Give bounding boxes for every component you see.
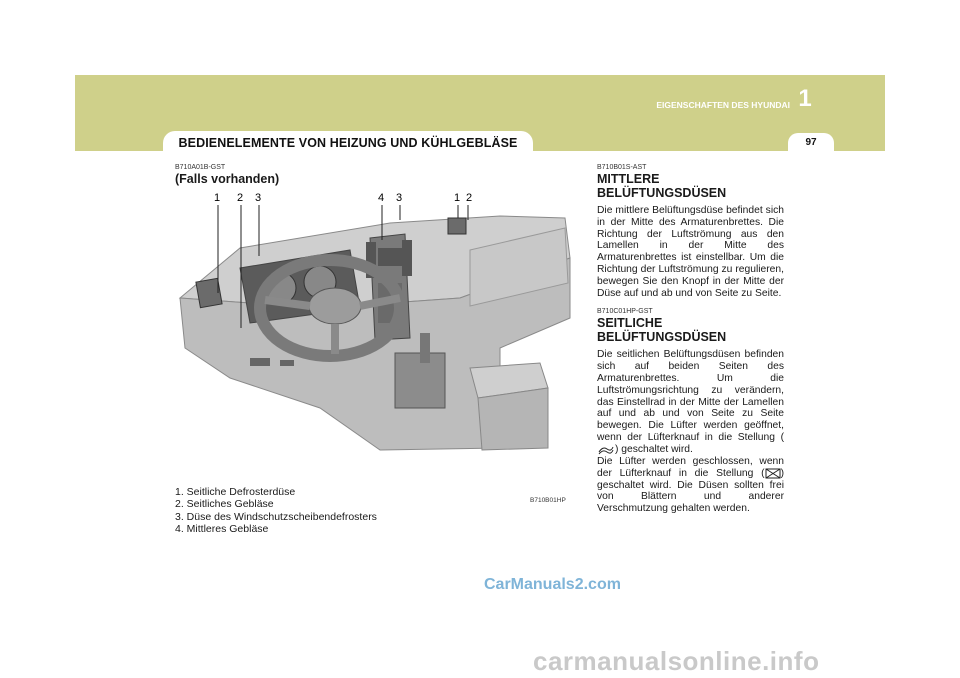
- dashboard-illustration: [170, 188, 580, 478]
- callout-1b: 1: [454, 192, 461, 204]
- paragraph-text: Die Lüfter werden geschlossen, wenn der Lüfterknauf in die Stellung (: [597, 455, 784, 479]
- section-heading: [597, 316, 784, 344]
- callout-2a: 2: [237, 192, 244, 204]
- heading-line: SEITLICHE: [597, 316, 663, 331]
- chapter-number: 1: [798, 85, 812, 112]
- paragraph-text: Die seitlichen Belüftungsdüsen befinden sich auf beiden Seiten des Armaturenbrettes. Um die Luftströmungsrichtung zu verändern, das Einstellrad in der Mitte der Lamellen auf und ab und von Seite zu Seite bewegen. Die Lüfter werden geöffnet, wenn der Lüfterknauf in die Stellung (: [597, 349, 784, 443]
- heading-line: BELÜFTUNGSDÜSEN: [597, 186, 727, 200]
- figure-code: B710B01HP: [530, 497, 566, 504]
- callout-3a: 3: [255, 192, 262, 204]
- section-title-tab: [163, 131, 533, 154]
- paragraph-text: ) geschaltet wird. Die Düsen sollten frei von Blättern und anderer Verschmutzung gehalten werden.: [597, 467, 784, 515]
- legend-item: 1. Seitliche Defrosterdüse: [175, 486, 296, 498]
- paragraph: [597, 349, 784, 515]
- section-code: B710B01S-AST: [597, 164, 647, 171]
- watermark-site[interactable]: carmanualsonline.info: [533, 646, 820, 676]
- dashboard-drawing: [170, 188, 580, 478]
- legend-item: 4. Mittleres Gebläse: [175, 523, 269, 536]
- figure-legend: [175, 486, 435, 536]
- watermark-carmanuals[interactable]: CarManuals2.com: [484, 576, 621, 593]
- legend-item: 3. Düse des Windschutzscheibendefrosters: [175, 510, 377, 523]
- section-code: B710A01B-GST: [175, 164, 226, 171]
- right-column: [597, 164, 784, 515]
- paragraph: Die mittlere Belüftungsdüse befindet sich in der Mitte des Armaturenbrettes. Die Richtung der Luftströmung aus den Lamellen in der Mitte des Armaturenbrettes ist einstellbar. Um die Richtung der Luftströmung zu regulieren, bewegen Sie den Knopf in der Mitte der Düse auf und ab und von Seite zu Seite.: [597, 205, 784, 299]
- paragraph-text: ) geschaltet wird.: [615, 443, 693, 455]
- page-number-tab: [788, 133, 834, 151]
- section-heading: [597, 172, 784, 200]
- callout-2b: 2: [466, 192, 473, 204]
- airflow-open-icon: [597, 444, 615, 455]
- heading-line: BELÜFTUNGSDÜSEN: [597, 330, 727, 345]
- page-number: 97: [805, 136, 817, 148]
- airflow-closed-icon: [765, 468, 781, 479]
- section-heading: (Falls vorhanden): [175, 172, 280, 186]
- callout-3b: 3: [396, 192, 403, 204]
- section-code: B710C01HP-GST: [597, 308, 653, 316]
- chapter-label: EIGENSCHAFTEN DES HYUNDAI: [656, 100, 790, 110]
- heading-line: MITTLERE: [597, 172, 660, 186]
- callout-1a: 1: [214, 192, 221, 204]
- section-title: BEDIENELEMENTE VON HEIZUNG UND KÜHLGEBLÄSE: [178, 135, 518, 150]
- callout-4: 4: [378, 192, 385, 204]
- legend-item: 2. Seitliches Gebläse: [175, 498, 274, 511]
